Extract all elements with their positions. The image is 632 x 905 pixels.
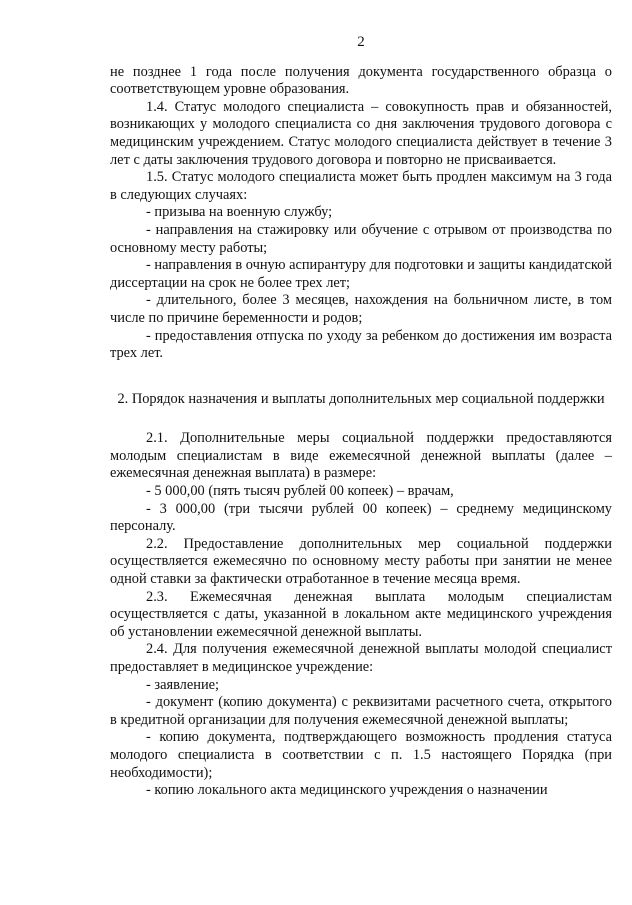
list-item: - направления на стажировку или обучение с отрывом от производства по основному месту работы;: [110, 221, 612, 256]
paragraphs-after: [110, 430, 612, 799]
list-item: - документ (копию документа) с реквизитами расчетного счета, открытого в кредитной организации для получения ежемесячной денежной выплаты;: [110, 694, 612, 728]
paragraphs-before: [110, 64, 612, 363]
paragraph-2-3: 2.3. Ежемесячная денежная выплата молодым специалистам осуществляется с даты, указанной в локальном акте медицинского учреждения об установлении ежемесячной денежной выплаты.: [110, 588, 612, 640]
list-item: - призыва на военную службу;: [146, 204, 333, 221]
list-item: - 3 000,00 (три тысячи рублей 00 копеек) – среднему медицинскому персоналу.: [110, 500, 612, 535]
paragraph-1-5: 1.5. Статус молодого специалиста может быть продлен максимум на 3 года в следующих случаях:: [110, 169, 612, 203]
list-item: - 5 000,00 (пять тысяч рублей 00 копеек) – врачам,: [146, 483, 454, 500]
paragraph-1-4: 1.4. Статус молодого специалиста – совокупность прав и обязанностей, возникающих у молодого специалиста со дня заключения трудового договора с медицинским учреждением. Статус молодого специалиста действует в течение 3 лет с даты заключения трудового договора и повторно не присваивается.: [110, 98, 612, 168]
list-item: - копию документа, подтверждающего возможность продления статуса молодого специалиста в соответствии с п. 1.5 настоящего Порядка (при необходимости);: [110, 729, 612, 781]
list-item: - копию локального акта медицинского учреждения о назначении: [146, 782, 548, 799]
list-item: - предоставления отпуска по уходу за ребенком до достижения им возраста трех лет.: [110, 327, 612, 362]
page-number: 2: [357, 34, 365, 50]
section-title: 2. Порядок назначения и выплаты дополнительных мер социальной поддержки: [117, 390, 605, 407]
list-item: - заявление;: [146, 676, 220, 693]
paragraph: не позднее 1 года после получения документа государственного образца о соответствующем уровне образования.: [110, 63, 612, 98]
paragraph-2-4: 2.4. Для получения ежемесячной денежной выплаты молодой специалист предоставляет в медицинское учреждение:: [110, 641, 612, 675]
list-item: - длительного, более 3 месяцев, нахождения на больничном листе, в том числе по причине беременности и родов;: [110, 292, 612, 326]
paragraph-2-2: 2.2. Предоставление дополнительных мер социальной поддержки осуществляется ежемесячно по основному месту работы при занятии не менее одной ставки за фактически отработанное в течение месяца время.: [110, 535, 612, 588]
paragraph-2-1: 2.1. Дополнительные меры социальной поддержки предоставляются молодым специалистам в виде ежемесячной денежной выплаты (далее – ежемесячная денежная выплата) в размере:: [110, 430, 612, 482]
list-item: - направления в очную аспирантуру для подготовки и защиты кандидатской диссертации на срок не более трех лет;: [110, 257, 613, 291]
